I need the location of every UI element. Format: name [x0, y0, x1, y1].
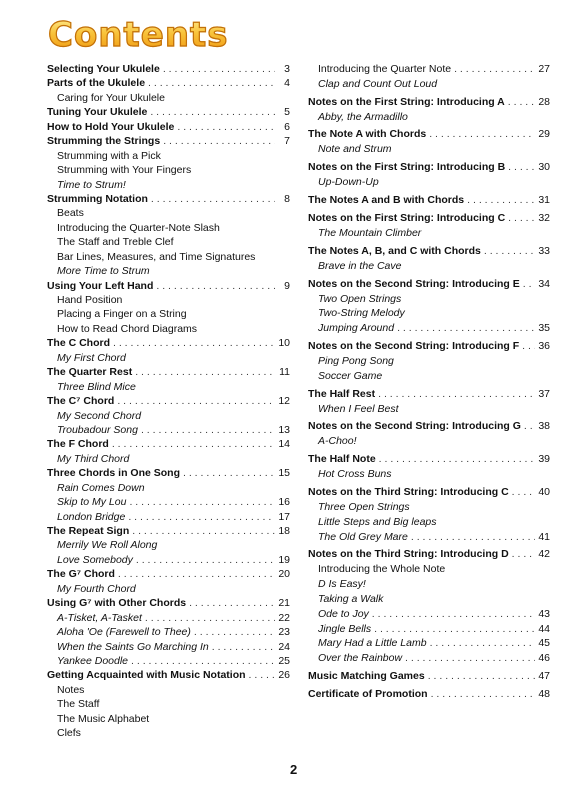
toc-entry-title: When the Saints Go Marching In [57, 640, 209, 653]
toc-dot-leader [374, 622, 535, 637]
toc-topic-entry [47, 712, 290, 726]
toc-entry-title: The Old Grey Mare [318, 530, 408, 543]
toc-entry-page: 11 [279, 366, 290, 379]
toc-entry-title: Notes on the First String: Introducing C [308, 211, 506, 224]
toc-entry-title: The Half Rest [308, 387, 376, 400]
toc-chapter-entry [308, 336, 550, 354]
toc-song-entry [308, 354, 550, 369]
toc-chapter-entry [47, 466, 290, 480]
toc-topic-entry [47, 683, 290, 697]
toc-dot-leader [379, 452, 535, 467]
toc-song-entry [47, 625, 290, 639]
toc-entry-title: The Music Alphabet [57, 712, 150, 725]
toc-song-entry [47, 654, 290, 668]
toc-song-entry [308, 306, 550, 321]
toc-entry-title: Jingle Bells [318, 622, 372, 635]
toc-topic-entry [47, 149, 290, 163]
toc-entry-page: 20 [278, 568, 290, 581]
toc-topic-entry [308, 562, 550, 577]
toc-entry-title: Taking a Walk [318, 592, 384, 605]
toc-entry-title: Brave in the Cave [318, 259, 402, 272]
toc-entry-page: 48 [538, 687, 550, 700]
toc-entry-title: The Staff [57, 698, 100, 711]
toc-entry-page: 29 [538, 128, 550, 141]
toc-dot-leader [522, 339, 535, 354]
toc-song-entry [47, 351, 290, 365]
toc-entry-title: Three Chords in One Song [47, 467, 181, 480]
toc-dot-leader [150, 105, 275, 119]
toc-chapter-entry [47, 668, 290, 682]
toc-entry-page: 13 [278, 423, 290, 436]
toc-entry-page: 3 [284, 63, 290, 75]
toc-entry-title: Introducing the Whole Note [318, 563, 446, 576]
toc-song-entry [47, 452, 290, 466]
toc-entry-title: Introducing the Quarter-Note Slash [57, 221, 220, 234]
toc-song-entry [47, 380, 290, 394]
toc-entry-page: 23 [278, 626, 290, 639]
toc-entry-title: Aloha 'Oe (Farewell to Thee) [57, 626, 191, 639]
toc-song-entry [308, 515, 550, 530]
toc-entry-title: Three Blind Mice [57, 380, 136, 393]
toc-song-entry [47, 553, 290, 567]
toc-entry-title: Skip to My Lou [57, 496, 127, 509]
toc-dot-leader [156, 279, 275, 293]
toc-entry-title: Two Open Strings [318, 292, 402, 305]
toc-dot-leader [136, 553, 275, 567]
toc-dot-leader [429, 127, 535, 142]
toc-song-entry [308, 592, 550, 607]
toc-song-entry [308, 500, 550, 515]
toc-chapter-entry [308, 684, 550, 702]
toc-entry-page: 26 [278, 669, 290, 682]
toc-dot-leader [132, 524, 275, 538]
toc-dot-leader [212, 640, 275, 654]
toc-entry-title: Notes on the Third String: Introducing D [308, 548, 509, 561]
toc-chapter-entry [308, 274, 550, 292]
toc-entry-title: Strumming Notation [47, 192, 148, 205]
toc-song-entry [308, 321, 550, 336]
toc-entry-page: 37 [538, 387, 550, 400]
toc-dot-leader [117, 394, 275, 408]
toc-dot-leader [411, 530, 535, 545]
toc-entry-title: Note and Strum [318, 143, 392, 156]
toc-chapter-entry [47, 437, 290, 451]
toc-topic-entry [308, 62, 550, 77]
toc-chapter-entry [47, 336, 290, 350]
toc-entry-page: 5 [284, 106, 290, 119]
toc-dot-leader [512, 547, 535, 562]
toc-entry-page: 14 [278, 438, 290, 451]
toc-song-entry [308, 467, 550, 482]
toc-dot-leader [430, 636, 535, 651]
toc-chapter-entry [308, 241, 550, 259]
toc-entry-page: 8 [284, 192, 290, 205]
toc-entry-title: Three Open Strings [318, 500, 410, 513]
toc-topic-entry [47, 726, 290, 740]
toc-dot-leader [428, 669, 535, 684]
toc-chapter-entry [308, 544, 550, 562]
toc-entry-title: Strumming with a Pick [57, 149, 161, 162]
toc-song-entry [308, 434, 550, 449]
toc-song-entry [308, 259, 550, 274]
toc-entry-title: My First Chord [57, 351, 126, 364]
toc-entry-title: Strumming with Your Fingers [57, 164, 192, 177]
toc-entry-page: 33 [538, 244, 550, 257]
toc-entry-title: Yankee Doodle [57, 654, 129, 667]
toc-entry-title: Love Somebody [57, 553, 133, 566]
toc-entry-title: Time to Strum! [57, 178, 126, 191]
toc-song-entry [47, 582, 290, 596]
toc-song-entry [308, 402, 550, 417]
toc-song-entry [47, 611, 290, 625]
toc-entry-title: Soccer Game [318, 369, 383, 382]
toc-entry-title: Music Matching Games [308, 669, 425, 682]
toc-song-entry [308, 651, 550, 666]
toc-dot-leader [112, 437, 275, 451]
toc-entry-page: 35 [538, 322, 550, 335]
toc-entry-title: Using Your Left Hand [47, 279, 154, 292]
toc-chapter-entry [47, 105, 290, 119]
toc-entry-page: 12 [278, 395, 290, 408]
toc-entry-title: The Staff and Treble Clef [57, 236, 174, 249]
toc-dot-leader [249, 668, 275, 682]
toc-dot-leader [378, 387, 535, 402]
toc-song-entry [308, 577, 550, 592]
toc-entry-title: Rain Comes Down [57, 481, 145, 494]
page-title: Contents [48, 15, 229, 55]
toc-chapter-entry [47, 192, 290, 206]
toc-entry-title: The Quarter Rest [47, 366, 133, 379]
toc-entry-page: 31 [538, 193, 550, 206]
toc-topic-entry [47, 697, 290, 711]
toc-entry-title: My Third Chord [57, 452, 130, 465]
toc-entry-title: When I Feel Best [318, 402, 399, 415]
toc-entry-title: Notes on the First String: Introducing A [308, 95, 505, 108]
toc-entry-page: 32 [538, 211, 550, 224]
toc-entry-title: Up-Down-Up [318, 176, 379, 189]
toc-entry-page: 39 [538, 453, 550, 466]
toc-song-entry [308, 110, 550, 125]
toc-entry-page: 7 [284, 135, 290, 148]
toc-song-entry [47, 264, 290, 278]
toc-dot-leader [431, 687, 535, 702]
toc-song-entry [47, 510, 290, 524]
toc-dot-leader [113, 336, 275, 350]
toc-chapter-entry [47, 76, 290, 90]
toc-dot-leader [148, 76, 275, 90]
toc-dot-leader [145, 611, 275, 625]
toc-chapter-entry [47, 62, 290, 76]
toc-dot-leader [128, 510, 275, 524]
toc-chapter-entry [47, 524, 290, 538]
toc-entry-title: The Notes A, B, and C with Chords [308, 244, 481, 257]
toc-entry-page: 34 [538, 277, 550, 290]
toc-song-entry [308, 292, 550, 307]
toc-song-entry [308, 636, 550, 651]
toc-chapter-entry [308, 124, 550, 142]
toc-entry-title: Caring for Your Ukulele [57, 91, 165, 104]
toc-entry-title: How to Read Chord Diagrams [57, 322, 198, 335]
toc-song-entry [47, 178, 290, 192]
toc-dot-leader [405, 651, 535, 666]
toc-entry-title: The Note A with Chords [308, 128, 427, 141]
toc-topic-entry [47, 91, 290, 105]
toc-entry-title: Notes on the Second String: Introducing G [308, 420, 521, 433]
toc-song-entry [308, 369, 550, 384]
toc-dot-leader [508, 211, 535, 226]
toc-dot-leader [397, 321, 535, 336]
toc-dot-leader [508, 160, 535, 175]
toc-dot-leader [183, 466, 275, 480]
toc-entry-title: My Second Chord [57, 409, 142, 422]
toc-entry-title: Getting Acquainted with Music Notation [47, 669, 246, 682]
toc-entry-title: Hand Position [57, 294, 123, 306]
toc-entry-title: Abby, the Armadillo [318, 110, 408, 123]
toc-dot-leader [454, 62, 535, 77]
toc-song-entry [47, 495, 290, 509]
toc-dot-leader [177, 120, 275, 134]
toc-entry-page: 22 [278, 611, 290, 624]
toc-dot-leader [189, 596, 275, 610]
toc-entry-title: Notes on the Second String: Introducing E [308, 277, 520, 290]
toc-dot-leader [508, 95, 535, 110]
toc-entry-page: 46 [538, 652, 550, 665]
toc-entry-title: Selecting Your Ukulele [47, 63, 160, 75]
toc-entry-page: 45 [538, 637, 550, 650]
toc-topic-entry [47, 163, 290, 177]
toc-dot-leader [151, 192, 275, 206]
contents-right-column [308, 62, 550, 702]
toc-chapter-entry [47, 134, 290, 148]
toc-chapter-entry [47, 394, 290, 408]
toc-entry-page: 4 [284, 77, 290, 90]
toc-dot-leader [372, 607, 535, 622]
toc-entry-title: The F Chord [47, 438, 109, 451]
toc-entry-title: Troubadour Song [57, 423, 138, 436]
toc-entry-title: Beats [57, 207, 84, 220]
toc-entry-title: Notes on the Second String: Introducing F [308, 339, 520, 352]
toc-entry-title: The G⁷ Chord [47, 568, 115, 581]
toc-chapter-entry [47, 365, 290, 379]
toc-entry-page: 6 [284, 120, 290, 133]
toc-entry-title: Parts of the Ukulele [47, 77, 146, 90]
toc-entry-page: 15 [278, 467, 290, 480]
toc-entry-title: My Fourth Chord [57, 582, 136, 595]
toc-chapter-entry [308, 92, 550, 110]
toc-entry-page: 41 [538, 530, 550, 543]
toc-dot-leader [163, 134, 275, 148]
toc-song-entry [308, 142, 550, 157]
toc-entry-title: Jumping Around [318, 322, 395, 335]
toc-entry-title: Ping Pong Song [318, 354, 394, 367]
toc-chapter-entry [47, 596, 290, 610]
toc-song-entry [47, 481, 290, 495]
toc-entry-page: 28 [538, 95, 550, 108]
toc-entry-page: 19 [278, 553, 290, 566]
toc-topic-entry [47, 221, 290, 235]
toc-entry-title: Clefs [57, 727, 81, 740]
toc-topic-entry [47, 250, 290, 264]
toc-song-entry [308, 77, 550, 92]
toc-chapter-entry [47, 120, 290, 134]
toc-entry-page: 18 [278, 525, 290, 537]
toc-topic-entry [47, 206, 290, 220]
toc-entry-title: Placing a Finger on a String [57, 308, 187, 321]
toc-dot-leader [131, 654, 275, 668]
toc-dot-leader [141, 423, 275, 437]
toc-entry-title: Mary Had a Little Lamb [318, 637, 427, 650]
toc-entry-page: 38 [538, 420, 550, 433]
toc-entry-title: A-Tisket, A-Tasket [57, 611, 142, 624]
toc-dot-leader [194, 625, 275, 639]
toc-entry-page: 36 [538, 339, 550, 352]
toc-entry-title: The C Chord [47, 337, 110, 350]
toc-song-entry [308, 622, 550, 637]
toc-chapter-entry [308, 482, 550, 500]
toc-entry-page: 25 [278, 654, 290, 667]
toc-chapter-entry [47, 567, 290, 581]
toc-chapter-entry [308, 190, 550, 208]
toc-dot-leader [484, 244, 535, 259]
toc-entry-page: 43 [538, 607, 550, 620]
toc-entry-page: 40 [538, 485, 550, 498]
toc-song-entry [308, 530, 550, 545]
toc-song-entry [47, 423, 290, 437]
toc-entry-page: 42 [538, 548, 550, 561]
toc-topic-entry [47, 235, 290, 249]
toc-chapter-entry [47, 279, 290, 293]
toc-dot-leader [524, 419, 535, 434]
toc-song-entry [308, 175, 550, 190]
toc-entry-title: Introducing the Quarter Note [318, 63, 452, 75]
toc-dot-leader [523, 277, 535, 292]
toc-entry-title: Merrily We Roll Along [57, 539, 158, 552]
toc-dot-leader [512, 485, 535, 500]
toc-topic-entry [47, 322, 290, 336]
toc-song-entry [308, 226, 550, 241]
toc-chapter-entry [308, 157, 550, 175]
toc-entry-title: A-Choo! [318, 435, 357, 448]
toc-entry-title: Little Steps and Big leaps [318, 515, 437, 528]
toc-chapter-entry [308, 208, 550, 226]
toc-entry-title: Notes on the Third String: Introducing C [308, 485, 509, 498]
toc-chapter-entry [308, 384, 550, 402]
toc-entry-page: 44 [538, 622, 550, 635]
toc-dot-leader [163, 62, 275, 76]
toc-entry-title: Notes on the First String: Introducing B [308, 161, 506, 174]
toc-chapter-entry [308, 666, 550, 684]
toc-entry-title: Ode to Joy [318, 607, 369, 620]
toc-song-entry [47, 538, 290, 552]
toc-topic-entry [47, 307, 290, 321]
toc-entry-title: More Time to Strum [57, 265, 150, 278]
toc-entry-title: Certificate of Promotion [308, 687, 428, 700]
toc-entry-title: Clap and Count Out Loud [318, 77, 438, 90]
toc-dot-leader [129, 495, 275, 509]
toc-entry-page: 24 [278, 640, 290, 653]
toc-entry-page: 21 [278, 597, 290, 610]
toc-entry-title: The Mountain Climber [318, 226, 422, 239]
toc-dot-leader [135, 365, 275, 379]
toc-dot-leader [467, 193, 535, 208]
toc-entry-title: D Is Easy! [318, 578, 366, 591]
toc-entry-title: Bar Lines, Measures, and Time Signatures [57, 250, 256, 263]
toc-topic-entry [47, 293, 290, 307]
toc-entry-title: How to Hold Your Ukulele [47, 120, 175, 133]
toc-entry-page: 27 [538, 63, 550, 75]
page-number: 2 [290, 762, 298, 777]
toc-chapter-entry [308, 449, 550, 467]
toc-entry-title: Two-String Melody [318, 307, 405, 320]
toc-dot-leader [118, 567, 275, 581]
toc-entry-page: 9 [284, 279, 290, 292]
toc-song-entry [47, 640, 290, 654]
toc-entry-page: 10 [278, 337, 290, 350]
toc-entry-page: 17 [278, 510, 290, 523]
toc-entry-title: Over the Rainbow [318, 652, 403, 665]
toc-entry-page: 30 [538, 161, 550, 174]
toc-chapter-entry [308, 416, 550, 434]
toc-song-entry [308, 607, 550, 622]
toc-song-entry [47, 409, 290, 423]
toc-entry-title: The Half Note [308, 453, 376, 466]
toc-entry-title: Notes [57, 683, 85, 696]
toc-entry-page: 16 [278, 496, 290, 509]
toc-entry-title: The C⁷ Chord [47, 395, 115, 408]
toc-entry-page: 47 [538, 669, 550, 682]
toc-entry-title: Using G⁷ with Other Chords [47, 597, 187, 610]
toc-entry-title: Tuning Your Ukulele [47, 106, 148, 119]
toc-entry-title: London Bridge [57, 510, 126, 523]
contents-left-column [47, 62, 290, 741]
toc-entry-title: Hot Cross Buns [318, 468, 392, 481]
toc-entry-title: Strumming the Strings [47, 135, 161, 148]
toc-entry-title: The Notes A and B with Chords [308, 193, 465, 206]
toc-entry-title: The Repeat Sign [47, 525, 130, 537]
